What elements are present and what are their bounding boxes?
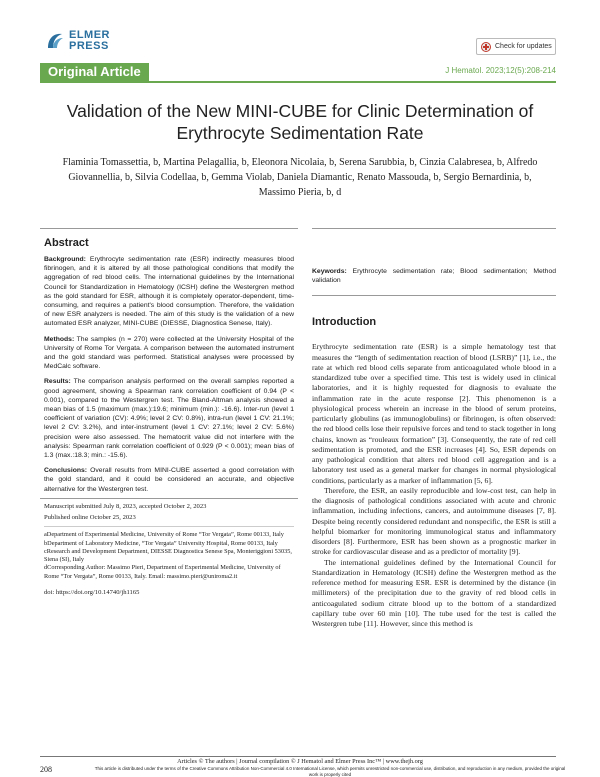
crossmark-icon	[481, 42, 491, 52]
author-list: Flaminia Tomassettia, b, Martina Pelagallia, b, Eleonora Nicolaia, b, Serena Sarubbia, b, Cinzia Calabresea, b, Alfredo Giovannellia, b, Silvia Codellaa, b, Gemma Violab, Daniela Diamantic, Renato Massouda, b, Sergio Bernardinia, b, Massimo Pieria, b, d	[62, 157, 538, 198]
methods-label: Methods:	[44, 335, 75, 343]
footer-copyright: Articles © The authors | Journal compilation © J Hematol and Elmer Press Inc™ | www.thejh.org	[177, 758, 423, 765]
doi-link[interactable]: doi: https://doi.org/10.14740/jh1165	[44, 589, 140, 597]
publication-date: Published online October 25, 2023	[44, 513, 136, 521]
footer-license: This article is distributed under the terms of the Creative Commons Attribution Non-Commercial 4.0 International License, which permits unrestricted non-commercial use, distribution, and reproduction in any medium, provided the original work is properly cited	[94, 766, 566, 777]
check-for-updates-button[interactable]	[476, 38, 556, 55]
publisher-name-line2: PRESS	[69, 40, 109, 52]
abstract-background	[44, 255, 294, 329]
publisher-logo	[44, 30, 110, 52]
affiliation-a: aDepartment of Experimental Medicine, University of Rome “Tor Vergata”, Rome 00133, Italy	[44, 531, 284, 539]
intro-paragraph-1: Erythrocyte sedimentation rate (ESR) is a simple hematology test that measures the “length of sedimentation reaction of blood (LSRB)” [1], i.e., the rate at which red blood cells separate from anticoagulated whole blood in a standardized tube over a specified time. This test is widely used in clinical laboratories, and it is highly requested for diagnosis to evaluate the inflammation rate in the acute response [2]. This phenomenon is a physiological process wherein an increase in the blood of serum proteins, particularly globulins (as immunoglobulins) or fibrinogen, is often observed: the red blood cells lose their repulsive forces and tend to stack together in long chains, known as “rouleaux formation” [3]. Consequently, the rate of red cell sedimentation is promoted, and the ESR increases [4]. So, ESR depends on any pathological condition that alters red blood cell aggregation and is a laboratory test used as a general marker for changes in normal physiological conditions, particularly as a marker of inflammation [5, 6].	[312, 342, 556, 485]
conclusions-text: Overall results from MINI-CUBE asserted a good correlation with the gold standard, and it could be considered an accurate, and objective alternative for the Westergren test.	[44, 467, 294, 493]
article-title: Validation of the New MINI-CUBE for Clinic Determination of Erythrocyte Sedimentation Rate	[66, 101, 534, 143]
article-banner	[40, 63, 556, 83]
abstract-methods	[44, 335, 294, 372]
elmer-press-logo-icon	[44, 30, 66, 52]
left-column	[40, 228, 298, 597]
intro-paragraph-2: Therefore, the ESR, an easily reproducible and low-cost test, can help in the diagnosis of pathological conditions associated with acute and chronic inflammation, including infections, cancers, and autoimmune diseases [7, 8]. Despite being recently considered redundant and nonspecific, the ESR is still a helpful biomarker for monitoring immunological status and inflammatory disorders [8]. Furthermore, ESR has been shown as a prognostic marker in stroke for cardiovascular disease and as a predictor of mortality [9].	[312, 485, 556, 557]
meta-divider	[44, 526, 294, 527]
abstract-conclusions-start	[44, 466, 294, 494]
keywords-label: Keywords:	[312, 268, 347, 275]
keywords-text: Erythrocyte sedimentation rate; Blood sedimentation; Method validation	[312, 268, 557, 285]
abstract-results	[44, 377, 294, 460]
results-text: The comparison analysis performed on the overall samples reported a good agreement, showing a Spearman rank correlation coefficient of 0.94 (P < 0.001), compared to the Westergren test. The Bland-Altman analysis showed a mean bias of 1.5 (maximum (max.):19.6; minimum (min.): -16.6). Inter-run (level 1 coefficient of variation (CV): 4.9%; level 2 CV: 0.8%), intra-run (level 1 CV: 21.1%; level 2 CV: 3.2%), and inter-instrument (level 1 CV: 27.1%; level 2 CV: 5.6%) precision were also assessed. The hematocrit value did not interfere with the analysis: Spearman rank correlation coefficient of 0.929 (P < 0.001); mean bias of 1.3 (max.:18.3; min.: -15.6).	[44, 378, 295, 460]
journal-citation: J Hematol. 2023;12(5):208-214	[445, 66, 556, 75]
page-number: 208	[40, 765, 52, 774]
methods-text: The samples (n = 270) were collected at the University Hospital of the University of Rome Tor Vergata. A comparison between the automated instrument and the gold standard was performed. Statistical analyses were processed by MedCalc software.	[44, 335, 294, 371]
abstract-heading: Abstract	[44, 237, 89, 249]
submission-dates: Manuscript submitted July 8, 2023, accepted October 2, 2023	[44, 502, 207, 510]
keywords	[312, 267, 556, 285]
background-text: Erythrocyte sedimentation rate (ESR) indirectly measures blood fibrinogen, and it is altered by all those pathological conditions that modify the aggregation of red blood cells. The international guidelines by the International Council for Standardization in Hematology (ICSH) define the Westergren method as the gold standard for ESR, although it is completely operator-dependent, time-consuming, and requires a patient's blood consumption. Therefore, the validation of new ESR analyzers is needed. The aim of this study is the validation of a new automated ESR analyzer, MINI-CUBE (DIESSE, Diagnostica Senese, Italy).	[44, 256, 294, 328]
affiliation-b: bDepartment of Laboratory Medicine, “Tor Vergata” University Hospital, Rome 00133, Italy	[44, 539, 278, 547]
abstract-section	[40, 228, 298, 494]
article-type: Original Article	[40, 63, 149, 81]
affiliation-c: cResearch and Development Department, DIESSE Diagnostica Senese Spa, Monteriggioni 53035, Siena (SI), Italy	[44, 547, 292, 564]
abstract-continuation-spacer	[312, 228, 556, 259]
footer-rule	[40, 756, 556, 757]
introduction-section	[312, 295, 556, 629]
corresponding-author: dCorresponding Author: Massimo Pieri, Department of Experimental Medicine, University of Rome “Tor Vergata”, Rome 00133, Italy. Email: massimo.pieri@uniroma2.it	[44, 564, 281, 580]
publisher-name-line1: ELMER	[69, 29, 110, 41]
conclusions-label: Conclusions:	[44, 467, 88, 475]
banner-rule	[40, 81, 556, 83]
intro-paragraph-3: The international guidelines defined by the International Council for Standardization in Hematology (ICSH) define the Westergren method as the reference method for measuring ESR. ESR is determined by the distance (in millimeters) of the precipitation due to the gravity of red blood cells in anticoagulated sodium citrate blood up to the bottom of a standardized capillary tube over 60 min [10]. The tube used for the test is called the Westergren tube [11]. However, since this method is	[312, 557, 556, 629]
introduction-heading: Introduction	[312, 316, 377, 329]
article-meta-section	[40, 498, 298, 597]
check-for-updates-label: Check for updates	[495, 43, 552, 50]
background-label: Background:	[44, 256, 86, 263]
right-column	[312, 228, 556, 629]
results-label: Results:	[44, 378, 71, 386]
